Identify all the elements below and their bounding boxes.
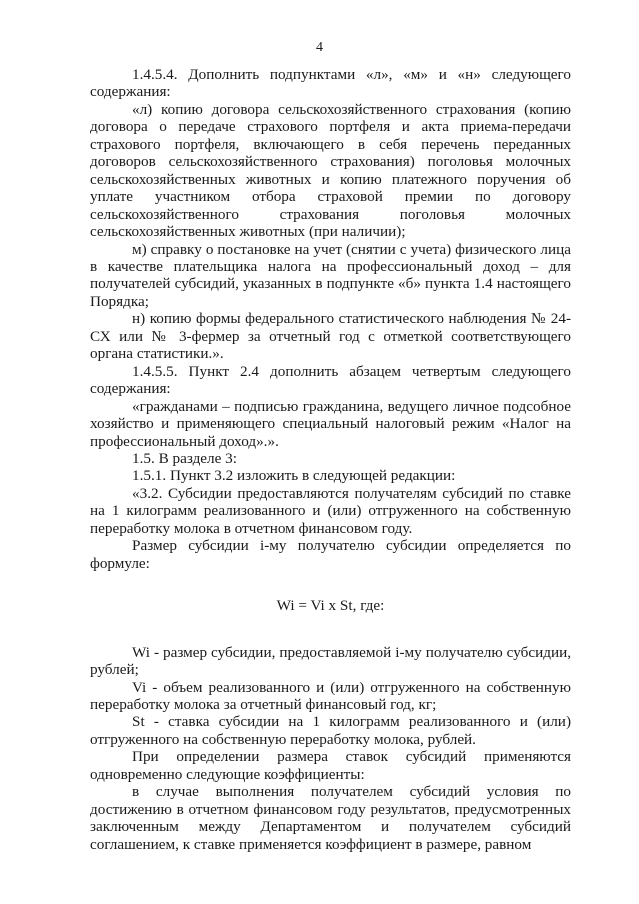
paragraph: «3.2. Субсидии предоставляются получателям субсидий по ставке на 1 килограмм реализованного и (или) отгруженного на собственную переработку молока в отчетном финансовом году. xyxy=(90,484,571,537)
paragraph: 1.5.1. Пункт 3.2 изложить в следующей редакции: xyxy=(132,467,456,485)
paragraph: м) справку о постановке на учет (снятии с учета) физического лица в качестве плательщика налога на профессиональный доход – для получателей субсидий, указанных в подпункте «б» пункта 1.4 настоящего Порядка; xyxy=(90,240,571,310)
paragraph: 1.5. В разделе 3: xyxy=(132,449,237,467)
paragraph: «л) копию договора сельскохозяйственного страхования (копию договора о передаче страхового портфеля и акта приема-передачи страхового портфеля, включающего в себя перечень переданных договоров сельскохозяйственного страхования) поголовья молочных сельскохозяйственных животных и копию платежного поручения об уплате участником отбора страховой премии по договору сельскохозяйственного страхования поголовья молочных сельскохозяйственных животных (при наличии); xyxy=(90,100,571,241)
paragraph: При определении размера ставок субсидий применяются одновременно следующие коэффициенты: xyxy=(90,748,571,783)
paragraph: 1.4.5.5. Пункт 2.4 дополнить абзацем четвертым следующего содержания: xyxy=(90,362,571,398)
page-number: 4 xyxy=(316,40,323,55)
paragraph: Wi - размер субсидии, предоставляемой i-му получателю субсидии, рублей; xyxy=(90,643,571,679)
paragraph: Vi - объем реализованного и (или) отгруженного на собственную переработку молока за отчетный финансовый год, кг; xyxy=(90,678,571,713)
paragraph: в случае выполнения получателем субсидий условия по достижению в отчетном финансовом году результатов, предусмотренных заключенным между Департаментом и получателем субсидий соглашением, к ставке применяется коэффициент в размере, равном xyxy=(90,783,571,853)
paragraph: Размер субсидии i-му получателю субсидии определяется по формуле: xyxy=(90,537,571,572)
paragraph: St - ставка субсидии на 1 килограмм реализованного и (или) отгруженного на собственную переработку молока, рублей. xyxy=(90,713,571,748)
paragraph: «гражданами – подписью гражданина, ведущего личное подсобное хозяйство и применяющего специальный налоговый режим «Налог на профессиональный доход».». xyxy=(90,397,571,450)
paragraph: 1.4.5.4. Дополнить подпунктами «л», «м» и «н» следующего содержания: xyxy=(90,66,571,101)
document-body xyxy=(90,66,571,853)
paragraph: н) копию формы федерального статистического наблюдения № 24-СХ или № 3-фермер за отчетный год с отметкой соответствующего органа статистики.». xyxy=(90,310,571,363)
formula: Wi = Vi x St, где: xyxy=(276,597,385,615)
